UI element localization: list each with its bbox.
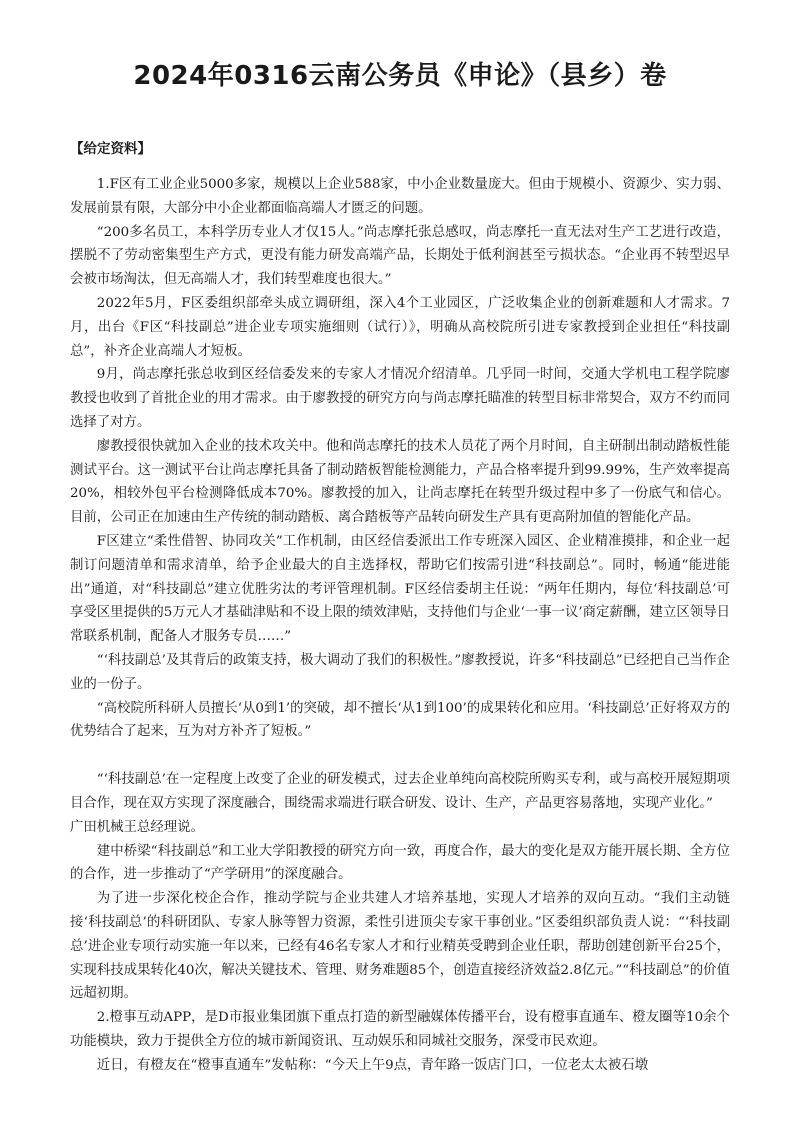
paragraph: “‘科技副总’在一定程度上改变了企业的研发模式，过去企业单纯向高校院所购买专利，或与高校开展短期项目合作，现在双方实现了深度融合，围绕需求端进行联合研发、设计、生产，产品更容易落地，实现产业化。”: [70, 772, 730, 811]
document-title: 2024年0316云南公务员《申论》（县乡）卷: [133, 61, 667, 91]
document-body: [70, 138, 730, 1077]
paragraph: 2.橙事互动APP，是D市报业集团旗下重点打造的新型融媒体传播平台，设有橙事直通车、橙友圈等10余个功能模块，致力于提供全方位的城市新闻资讯、互动娱乐和同城社交服务，深受市民欢迎。: [70, 1010, 730, 1049]
paragraph: 近日，有橙友在“橙事直通车”发帖称：“今天上午9点，青年路一饭店门口，一位老太太被石墩: [96, 1057, 649, 1073]
paragraph: 1.F区有工业企业5000多家，规模以上企业588家，中小企业数量庞大。但由于规模小、资源少、实力弱、发展前景有限，大部分中小企业都面临高端人才匮乏的问题。: [70, 177, 730, 216]
paragraph: 9月，尚志摩托张总收到区经信委发来的专家人才情况介绍清单。几乎同一时间，交通大学机电工程学院廖教授也收到了首批企业的用才需求。由于廖教授的研究方向与尚志摩托瞄准的转型目标非常契合，双方不约而同选择了对方。: [70, 367, 730, 430]
paragraph: “‘科技副总’及其背后的政策支持，极大调动了我们的积极性。”廖教授说，许多“科技副总”已经把自己当作企业的一份子。: [70, 652, 730, 692]
paragraph: F区建立“柔性借智、协同攻关”工作机制，由区经信委派出工作专班深入园区、企业精准摸排，和企业一起制订问题清单和需求清单，给予企业最大的自主选择权，帮助它们按需引进“科技副总”。同时，畅通“能进能出”通道，对“科技副总”建立优胜劣汰的考评管理机制。F区经信委胡主任说：“两年任期内，每位‘科技副总’可享受区里提供的5万元人才基础津贴和不设上限的绩效津贴，支持他们与企业‘一事一议’商定薪酬，建立区领导日常联系机制，配备人才服务专员……”: [70, 533, 730, 645]
paragraph: 为了进一步深化校企合作，推动学院与企业共建人才培养基地，实现人才培养的双向互动。“我们主动链接‘科技副总’的科研团队、专家人脉等智力资源，柔性引进顶尖专家干事创业。”区委组织部负责人说：“‘科技副总’进企业专项行动实施一年以来，已经有46名专家人才和行业精英受聘到企业任职，帮助创建创新平台25个，实现科技成果转化40次，解决关键技术、管理、财务难题85个，创造直接经济效益2.8亿元。”“科技副总”的价值远超初期。: [70, 891, 730, 1002]
paragraph: “高校院所科研人员擅长‘从0到1’的突破，却不擅长‘从1到100’的成果转化和应用。‘科技副总’正好将双方的优势结合了起来，互为对方补齐了短板。”: [70, 700, 730, 740]
paragraph-gap: [70, 744, 730, 768]
paragraph: 建中桥梁“科技副总”和工业大学阳教授的研究方向一致，再度合作，最大的变化是双方能开展长期、全方位的合作，进一步推动了“产学研用”的深度融合。: [70, 843, 730, 883]
paragraph: “200多名员工，本科学历专业人才仅15人。”尚志摩托张总感叹，尚志摩托一直无法对生产工艺进行改造，摆脱不了劳动密集型生产方式，更没有能力研发高端产品，长期处于低利润甚至亏损状态。“企业再不转型迟早会被市场淘汰，但无高端人才，我们转型难度也很大。”: [70, 224, 730, 288]
section-label: 【给定资料】: [70, 141, 151, 157]
paragraph: 广田机械王总经理说。: [70, 819, 204, 835]
paragraph: 2022年5月，F区委组织部牵头成立调研组，深入4个工业园区，广泛收集企业的创新难题和人才需求。7月，出台《F区“科技副总”进企业专项实施细则（试行）》，明确从高校院所引进专家教授到企业担任“科技副总”，补齐企业高端人才短板。: [70, 295, 730, 359]
paragraph: 廖教授很快就加入企业的技术攻关中。他和尚志摩托的技术人员花了两个月时间，自主研制出制动踏板性能测试平台。这一测试平台让尚志摩托具备了制动踏板智能检测能力，产品合格率提升到99.99%，生产效率提高20%，相较外包平台检测降低成本70%。廖教授的加入，让尚志摩托在转型升级过程中多了一份底气和信心。目前，公司正在加速由生产传统的制动踏板、离合踏板等产品转向研发生产具有更高附加值的智能化产品。: [70, 438, 730, 526]
